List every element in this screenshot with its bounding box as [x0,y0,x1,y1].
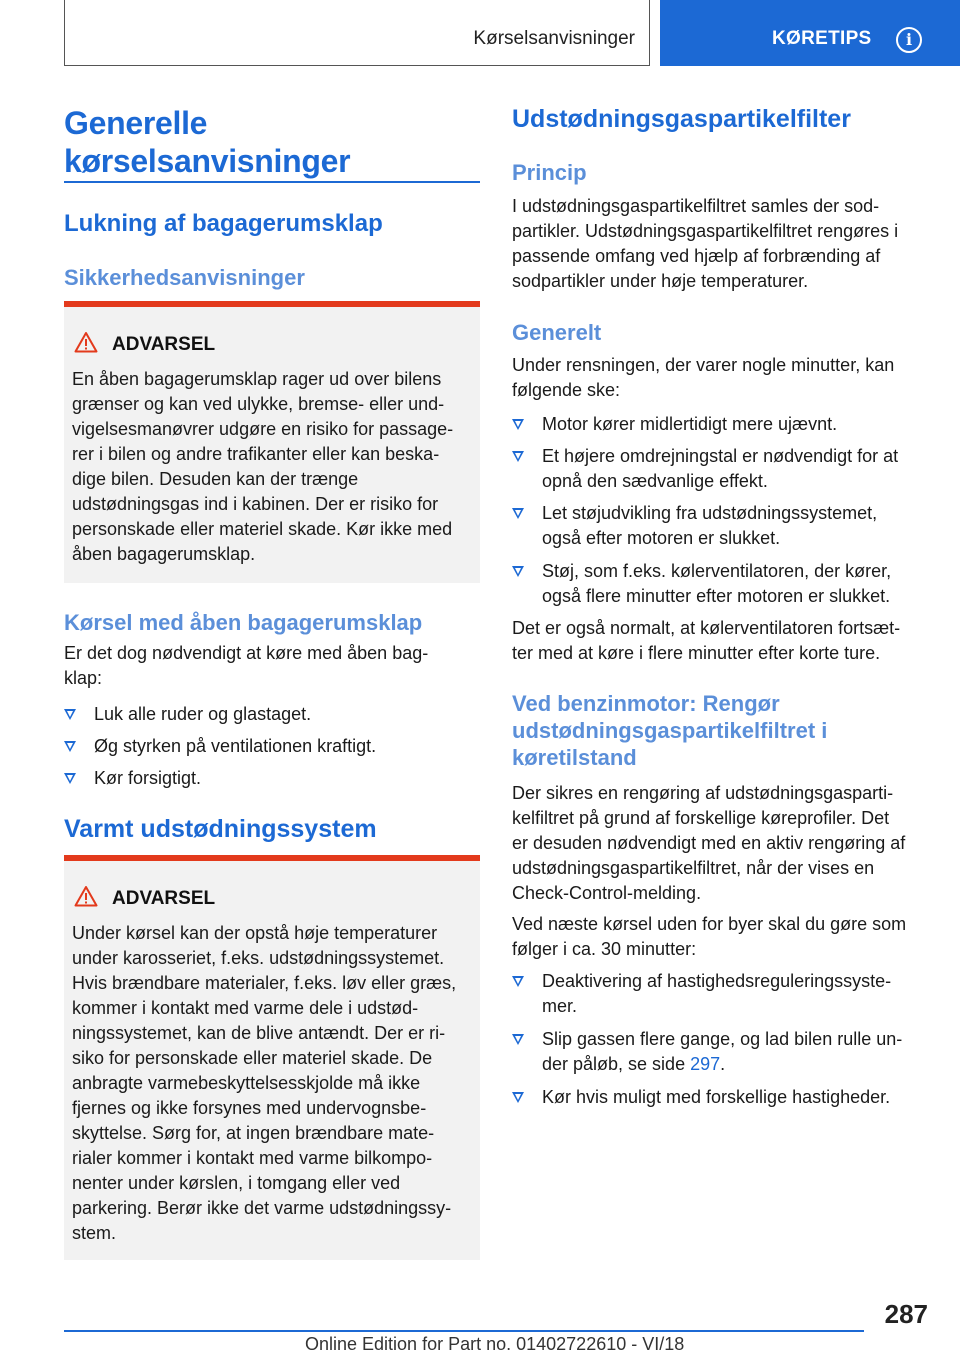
page-title-line1: Generelle [64,105,208,141]
next-drive-text: Ved næste kørsel uden for byer skal du gøre som følger i ca. 30 minutter: [512,914,907,959]
list-item: Deaktivering af hastighedsreguleringssyste- mer. [512,969,932,1019]
warning-text: En åben bagagerumsklap rager ud over bilens grænser og kan ved ulykke, bremse- eller und- vigelsesmanøvrer udgøre en risiko for passage- rer i bilen og andre trafikanter eller kan beska- dige bilen. Desuden kan der trænge udstødningsgas ind i kabinen. Der er risiko for personskade eller materiel skade. Kør ikke med åben bagagerumsklap. [72,369,454,564]
list-item: Motor kører midlertidigt mere ujævnt. [512,412,932,437]
normal-text: Det er også normalt, at kølerventilatoren fortsæt- ter med at køre i flere minutter efter korte ture. [512,618,901,663]
heading-petrol: Ved benzinmotor: Rengør udstødningsgaspartikelfiltret i køretilstand [512,691,828,770]
title-rule [64,181,480,183]
list-item: Støj, som f.eks. kølerventilatoren, der kører, også flere minutter efter motoren er slukket. [512,559,932,609]
warning-triangle-icon [74,885,98,907]
heading-filter: Udstødningsgaspartikelfilter [512,105,851,133]
header-chapter-title: KØRETIPS [772,28,872,49]
header-section-box [64,0,650,66]
warning-title: ADVARSEL [112,888,216,909]
bullet-triangle-icon [512,566,524,577]
bullet-triangle-icon [512,976,524,987]
list-item: Kør forsigtigt. [64,766,480,791]
warning-box-tailgate [64,301,480,583]
bullet-triangle-icon [512,1034,524,1045]
warning-text: Under kørsel kan der opstå høje temperaturer under karosseriet, f.eks. udstødningssystemet. Hvis brændbare materialer, f.eks. løv eller græs, kommer i kontakt med varme dele i udstød- ningssystemet, kan de blive antændt. Der er ri- siko for personskade eller materiel skade. De anbragte varmebeskyttelsesskjolde må ikke fjernes og ikke forsynes med undervognsbe- skyttelse. Sørg for, at ingen brændbare mate- rialer kommer i kontakt med varme bilkompo- nenter under kørslen, i tomgang eller ved parkering. Berør ikke det varme udstødningssy- stem. [72,923,457,1243]
open-driving-intro: Er det dog nødvendigt at køre med åben bag- klap: [64,643,429,688]
bullet-triangle-icon [64,709,76,720]
page-reference-link[interactable]: 297 [690,1054,721,1074]
warning-box-exhaust [64,855,480,1260]
footer-edition: Online Edition for Part no. 01402722610 - VI/18 [305,1334,685,1354]
heading-principle: Princip [512,160,587,185]
list-item: Et højere omdrejningstal er nødvendigt for at opnå den sædvanlige effekt. [512,444,932,494]
bullet-triangle-icon [512,1092,524,1103]
heading-tailgate: Lukning af bagagerumsklap [64,210,383,237]
bullet-triangle-icon [64,773,76,784]
general-text: Under rensningen, der varer nogle minutter, kan følgende ske: [512,355,895,400]
page-number: 287 [884,1299,928,1329]
list-item: Luk alle ruder og glastaget. [64,702,480,727]
heading-general: Generelt [512,320,602,345]
list-item: Let støjudvikling fra udstødningssystemet, også efter motoren er slukket. [512,501,932,551]
bullet-triangle-icon [64,741,76,752]
heading-safety: Sikkerhedsanvisninger [64,265,305,290]
header-chapter-tab[interactable] [660,0,960,66]
warning-title: ADVARSEL [112,334,216,355]
warning-triangle-icon [74,331,98,353]
list-item: Øg styrken på ventilationen kraftigt. [64,734,480,759]
list-item: Slip gassen flere gange, og lad bilen rulle un- der påløb, se side 297. [512,1027,932,1077]
header-section-title: Kørselsanvisninger [473,28,635,49]
list-item: Kør hvis muligt med forskellige hastigheder. [512,1085,932,1110]
bullet-triangle-icon [512,419,524,430]
heading-hot-exhaust: Varmt udstødningssystem [64,815,377,843]
heading-open-driving: Kørsel med åben bagagerumsklap [64,610,423,635]
petrol-text: Der sikres en rengøring af udstødningsgasparti- kelfiltret på grund af forskellige køreprofiler. Det er desuden nødvendigt med en aktiv rengøring af udstødningsgaspartikelfiltret, når der vises en Check-Control-melding. [512,783,906,903]
bullet-triangle-icon [512,451,524,462]
footer-rule [64,1330,864,1332]
info-icon[interactable]: i [896,27,922,53]
principle-text: I udstødningsgaspartikelfiltret samles der sod- partikler. Udstødningsgaspartikelfiltret rengøres i passende omfang ved hjælp af forbrænding af sodpartikler under høje temperaturer. [512,196,899,291]
bullet-triangle-icon [512,508,524,519]
page-title-line2: kørselsanvisninger [64,143,351,179]
